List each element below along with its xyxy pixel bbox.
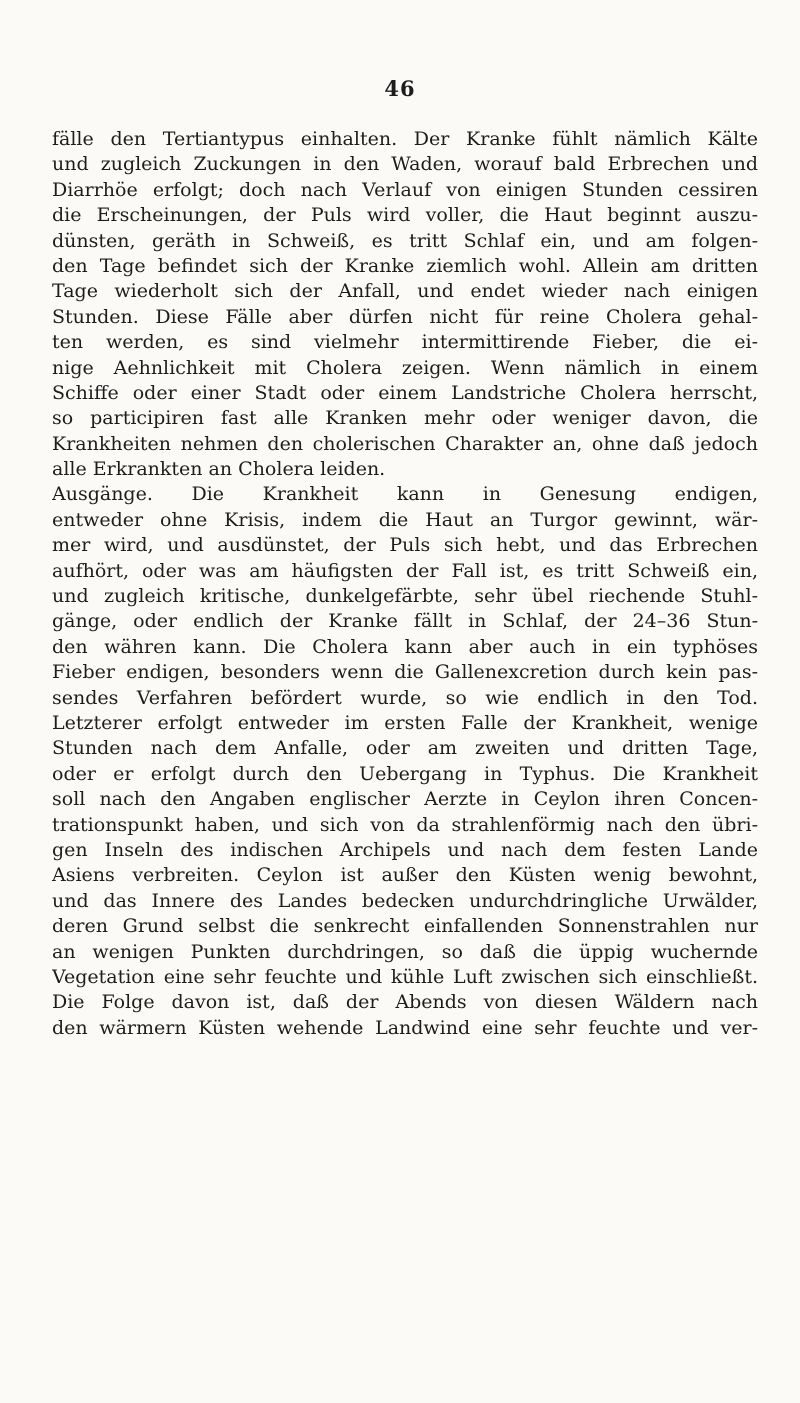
- text-line: den währen kann. Die Cholera kann aber auch in ein typhöses: [52, 635, 758, 658]
- text-line: und zugleich Zuckungen in den Waden, worauf bald Erbrechen und: [52, 153, 758, 176]
- text-line: Fieber endigen, besonders wenn die Gallenexcretion durch kein pas-: [52, 661, 758, 684]
- text-line: nige Aehnlichkeit mit Cholera zeigen. Wenn nämlich in einem: [52, 356, 758, 379]
- text-line: gänge, oder endlich der Kranke fällt in Schlaf, der 24–36 Stun-: [52, 610, 758, 633]
- text-line: alle Erkrankten an Cholera leiden.: [52, 458, 386, 481]
- text-line: sendes Verfahren befördert wurde, so wie endlich in den Tod.: [52, 686, 758, 709]
- text-line: Krankheiten nehmen den cholerischen Charakter an, ohne daß jedoch: [52, 432, 758, 455]
- text-line: Letzterer erfolgt entweder im ersten Falle der Krankheit, wenige: [52, 711, 758, 734]
- text-line: aufhört, oder was am häufigsten der Fall ist, es tritt Schweiß ein,: [52, 559, 758, 582]
- text-line: und das Innere des Landes bedecken undurchdringliche Urwälder,: [52, 889, 758, 912]
- text-line: Stunden nach dem Anfalle, oder am zweiten und dritten Tage,: [52, 737, 758, 760]
- text-line: die Erscheinungen, der Puls wird voller, die Haut beginnt auszu-: [52, 204, 758, 227]
- text-line: dünsten, geräth in Schweiß, es tritt Schlaf ein, und am folgen-: [52, 229, 758, 252]
- text-line: ten werden, es sind vielmehr intermittirende Fieber, die ei-: [52, 331, 758, 354]
- text-line: fälle den Tertiantypus einhalten. Der Kranke fühlt nämlich Kälte: [52, 128, 758, 150]
- text-line: trationspunkt haben, und sich von da strahlenförmig nach den übri-: [52, 813, 758, 836]
- text-line: an wenigen Punkten durchdringen, so daß die üppig wuchernde: [52, 940, 758, 963]
- text-line: den Tage befindet sich der Kranke ziemlich wohl. Allein am dritten: [52, 254, 758, 277]
- text-line: deren Grund selbst die senkrecht einfallenden Sonnenstrahlen nur: [52, 915, 758, 938]
- text-line: Schiffe oder einer Stadt oder einem Landstriche Cholera herrscht,: [52, 381, 758, 404]
- text-line: Diarrhöe erfolgt; doch nach Verlauf von einigen Stunden cessiren: [52, 178, 758, 201]
- text-line: oder er erfolgt durch den Uebergang in Typhus. Die Krankheit: [52, 762, 758, 785]
- text-line: den wärmern Küsten wehende Landwind eine sehr feuchte und ver-: [52, 1016, 758, 1039]
- text-line: mer wird, und ausdünstet, der Puls sich hebt, und das Erbrechen: [52, 534, 758, 557]
- section-heading-line: Ausgänge. Die Krankheit kann in Genesung endigen,: [52, 483, 758, 506]
- text-line: Die Folge davon ist, daß der Abends von diesen Wäldern nach: [52, 991, 758, 1014]
- text-line: gen Inseln des indischen Archipels und nach dem festen Lande: [52, 838, 758, 861]
- text-line: entweder ohne Krisis, indem die Haut an Turgor gewinnt, wär-: [52, 508, 758, 531]
- text-line: Asiens verbreiten. Ceylon ist außer den Küsten wenig bewohnt,: [52, 864, 758, 887]
- text-line: Tage wiederholt sich der Anfall, und endet wieder nach einigen: [52, 280, 758, 303]
- text-line: Stunden. Diese Fälle aber dürfen nicht für reine Cholera gehal-: [52, 305, 758, 328]
- text-line: so participiren fast alle Kranken mehr oder weniger davon, die: [52, 407, 758, 430]
- body-text: [52, 127, 758, 1041]
- text-line: Vegetation eine sehr feuchte und kühle Luft zwischen sich einschließt.: [52, 965, 758, 988]
- page-number: 46: [384, 76, 416, 101]
- text-line: soll nach den Angaben englischer Aerzte in Ceylon ihren Concen-: [52, 788, 758, 811]
- text-line: und zugleich kritische, dunkelgefärbte, sehr übel riechende Stuhl-: [52, 585, 758, 608]
